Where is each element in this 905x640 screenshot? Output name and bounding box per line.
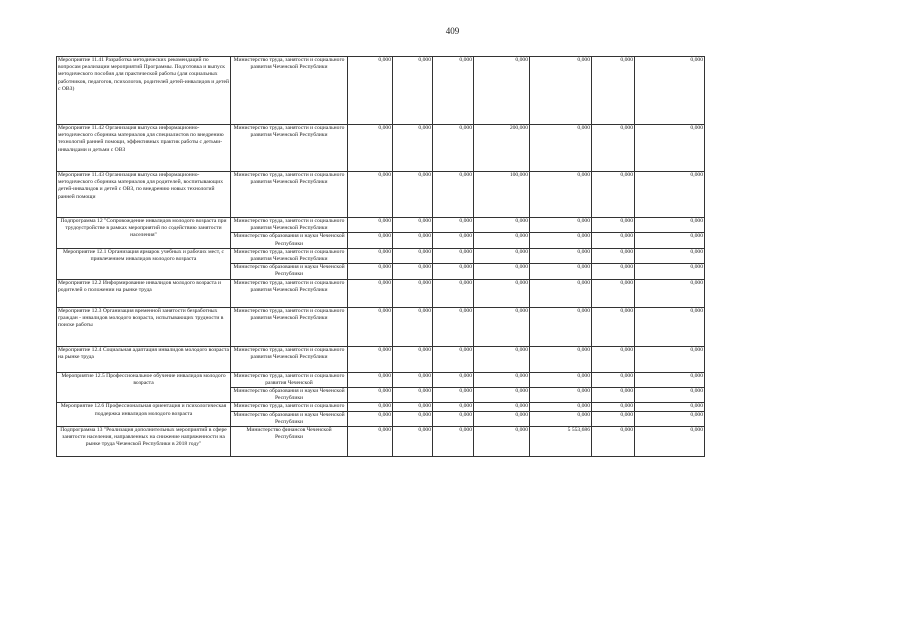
value-cell: 0,000 (635, 403, 705, 411)
value-cell: 0,000 (348, 427, 393, 457)
activity-cell: Мероприятие 11.43 Организация выпуска информационно-методического сборника материалов для родителей, воспитывающих детей-инвалидов и детей с ОВЗ, по внедрению новых технологий ранней помощи (57, 172, 231, 218)
table-row (57, 427, 705, 457)
value-cell: 0,000 (393, 279, 433, 307)
value-cell: 0,000 (635, 248, 705, 263)
value-cell: 0,000 (530, 346, 592, 372)
value-cell: 0,000 (433, 264, 474, 279)
value-cell: 0,000 (348, 57, 393, 125)
activity-cell: Мероприятие 12.3 Организация временной занятости безработных граждан - инвалидов молодого возраста, испытывающих трудности в поиске работы (57, 307, 231, 346)
table-row (57, 346, 705, 372)
value-cell: 0,000 (433, 218, 474, 233)
value-cell: 0,000 (635, 264, 705, 279)
ministry-cell: Министерство труда, занятости и социального развития Чеченской Республики (231, 346, 348, 372)
page-number: 409 (445, 26, 460, 36)
value-cell: 0,000 (530, 388, 592, 403)
ministry-cell: Министерство труда, занятости и социального развития Чеченской Республики (231, 307, 348, 346)
ministry-cell: Министерство труда, занятости и социального развития Чеченской Республики (231, 248, 348, 263)
table-row (57, 125, 705, 172)
value-cell: 0,000 (433, 307, 474, 346)
value-cell: 0,000 (433, 233, 474, 248)
value-cell: 0,000 (635, 172, 705, 218)
ministry-cell: Министерство труда, занятости и социального развития Чеченской Республики (231, 218, 348, 233)
activity-cell: Подпрограмма 13 "Реализация дополнительных мероприятий в сфере занятости населения, направленных на снижение напряженности на рынке труда Чеченской Республики в 2018 году" (57, 427, 231, 457)
value-cell: 0,000 (348, 248, 393, 263)
value-cell: 0,000 (592, 411, 635, 426)
table-clip (56, 56, 793, 511)
activity-cell: Мероприятие 12.6 Профессиональная ориентация и психологическая поддержка инвалидов молодого возраста (57, 403, 231, 427)
activity-cell: Мероприятие 12.1 Организация ярмарок учебных и рабочих мест, с привлечением инвалидов молодого возраста (57, 248, 231, 279)
activity-cell: Мероприятие 11.42 Организация выпуска информационно-методического сборника материалов для специалистов по внедрению технологий ранней помощи, эффективных практик работы с детьми-инвалидами и детьми с ОВЗ (57, 125, 231, 172)
value-cell: 0,000 (433, 411, 474, 426)
value-cell: 0,000 (474, 218, 530, 233)
value-cell: 100,000 (474, 172, 530, 218)
value-cell: 0,000 (592, 125, 635, 172)
value-cell: 0,000 (592, 403, 635, 411)
value-cell: 0,000 (592, 57, 635, 125)
value-cell: 0,000 (592, 372, 635, 387)
value-cell: 0,000 (393, 125, 433, 172)
value-cell: 0,000 (433, 427, 474, 457)
value-cell: 0,000 (592, 279, 635, 307)
value-cell: 0,000 (474, 411, 530, 426)
value-cell: 0,000 (530, 307, 592, 346)
value-cell: 0,000 (393, 307, 433, 346)
value-cell: 0,000 (530, 264, 592, 279)
value-cell: 0,000 (433, 346, 474, 372)
value-cell: 0,000 (592, 218, 635, 233)
activity-cell: Мероприятие 12.4 Социальная адаптация инвалидов молодого возраста на рынке труда (57, 346, 231, 372)
value-cell: 0,000 (530, 172, 592, 218)
value-cell: 0,000 (530, 403, 592, 411)
value-cell: 0,000 (635, 233, 705, 248)
value-cell: 0,000 (433, 372, 474, 387)
value-cell: 0,000 (635, 279, 705, 307)
value-cell: 0,000 (530, 218, 592, 233)
value-cell: 0,000 (592, 307, 635, 346)
ministry-cell: Министерство труда, занятости и социального развития Чеченской Республики (231, 279, 348, 307)
value-cell: 0,000 (474, 264, 530, 279)
value-cell: 0,000 (592, 172, 635, 218)
value-cell: 0,000 (592, 233, 635, 248)
value-cell: 0,000 (635, 125, 705, 172)
value-cell: 0,000 (433, 403, 474, 411)
ministry-cell: Министерство образования и науки Чеченской Республики (231, 264, 348, 279)
value-cell: 0,000 (592, 264, 635, 279)
table-row (57, 372, 705, 387)
value-cell: 0,000 (530, 248, 592, 263)
value-cell: 0,000 (530, 233, 592, 248)
value-cell: 0,000 (393, 248, 433, 263)
budget-table (56, 56, 705, 457)
value-cell: 0,000 (474, 372, 530, 387)
value-cell: 0,000 (433, 388, 474, 403)
activity-cell: Подпрограмма 12 "Сопровождение инвалидов молодого возраста при трудоустройстве в рамках мероприятий по содействию занятости населения" (57, 218, 231, 249)
value-cell: 0,000 (348, 264, 393, 279)
table-row (57, 279, 705, 307)
value-cell: 0,000 (530, 411, 592, 426)
value-cell: 0,000 (592, 248, 635, 263)
value-cell: 0,000 (474, 233, 530, 248)
value-cell: 0,000 (635, 218, 705, 233)
ministry-cell: Министерство труда, занятости и социального развития Чеченской Республики (231, 172, 348, 218)
table-row (57, 172, 705, 218)
value-cell: 0,000 (592, 388, 635, 403)
activity-cell: Мероприятие 12.5 Профессиональное обучение инвалидов молодого возраста (57, 372, 231, 403)
value-cell: 0,000 (348, 125, 393, 172)
table-row (57, 248, 705, 263)
ministry-cell: Министерство образования и науки Чеченской Республики (231, 411, 348, 426)
value-cell: 0,000 (348, 411, 393, 426)
ministry-cell: Министерство образования и науки Чеченской Республики (231, 388, 348, 403)
value-cell: 0,000 (348, 233, 393, 248)
value-cell: 0,000 (393, 57, 433, 125)
value-cell: 0,000 (474, 307, 530, 346)
value-cell: 0,000 (635, 307, 705, 346)
value-cell: 0,000 (433, 57, 474, 125)
value-cell: 200,000 (474, 125, 530, 172)
value-cell: 0,000 (635, 57, 705, 125)
value-cell: 0,000 (474, 388, 530, 403)
value-cell: 0,000 (530, 125, 592, 172)
value-cell: 0,000 (348, 388, 393, 403)
value-cell: 0,000 (530, 57, 592, 125)
value-cell: 0,000 (474, 346, 530, 372)
value-cell: 0,000 (635, 427, 705, 457)
value-cell: 0,000 (433, 125, 474, 172)
ministry-cell: Министерство труда, занятости и социального (231, 403, 348, 411)
value-cell: 0,000 (433, 279, 474, 307)
value-cell: 0,000 (393, 346, 433, 372)
value-cell: 0,000 (393, 264, 433, 279)
value-cell: 0,000 (393, 218, 433, 233)
value-cell: 0,000 (393, 233, 433, 248)
ministry-cell: Министерство труда, занятости и социального развития Чеченской (231, 372, 348, 387)
value-cell: 0,000 (474, 57, 530, 125)
value-cell: 0,000 (433, 248, 474, 263)
value-cell: 5 553,686 (530, 427, 592, 457)
value-cell: 0,000 (474, 248, 530, 263)
value-cell: 0,000 (474, 403, 530, 411)
value-cell: 0,000 (635, 372, 705, 387)
ministry-cell: Министерство труда, занятости и социального развития Чеченской Республики (231, 125, 348, 172)
value-cell: 0,000 (348, 403, 393, 411)
value-cell: 0,000 (592, 427, 635, 457)
activity-cell: Мероприятие 11.41 Разработка методических рекомендаций по вопросам реализации мероприятий Программы. Подготовка и выпуск методического пособия для практической работы (для социальных работников, педагогов, психологов, родителей детей-инвалидов и детей с ОВЗ) (57, 57, 231, 125)
value-cell: 0,000 (635, 411, 705, 426)
table-row (57, 218, 705, 233)
value-cell: 0,000 (348, 372, 393, 387)
value-cell: 0,000 (348, 218, 393, 233)
value-cell: 0,000 (348, 307, 393, 346)
activity-cell: Мероприятие 12.2 Информирование инвалидов молодого возраста и родителей о положении на рынке труда (57, 279, 231, 307)
value-cell: 0,000 (635, 388, 705, 403)
value-cell: 0,000 (433, 172, 474, 218)
value-cell: 0,000 (530, 279, 592, 307)
table-row (57, 307, 705, 346)
ministry-cell: Министерство финансов Чеченской Республики (231, 427, 348, 457)
value-cell: 0,000 (474, 427, 530, 457)
table-row (57, 403, 705, 411)
value-cell: 0,000 (393, 403, 433, 411)
value-cell: 0,000 (393, 172, 433, 218)
ministry-cell: Министерство труда, занятости и социального развития Чеченской Республики (231, 57, 348, 125)
value-cell: 0,000 (530, 372, 592, 387)
ministry-cell: Министерство образования и науки Чеченской Республики (231, 233, 348, 248)
value-cell: 0,000 (393, 411, 433, 426)
value-cell: 0,000 (348, 279, 393, 307)
value-cell: 0,000 (393, 388, 433, 403)
value-cell: 0,000 (393, 427, 433, 457)
value-cell: 0,000 (592, 346, 635, 372)
value-cell: 0,000 (474, 279, 530, 307)
value-cell: 0,000 (348, 172, 393, 218)
table-row (57, 57, 705, 125)
value-cell: 0,000 (348, 346, 393, 372)
value-cell: 0,000 (635, 346, 705, 372)
value-cell: 0,000 (393, 372, 433, 387)
